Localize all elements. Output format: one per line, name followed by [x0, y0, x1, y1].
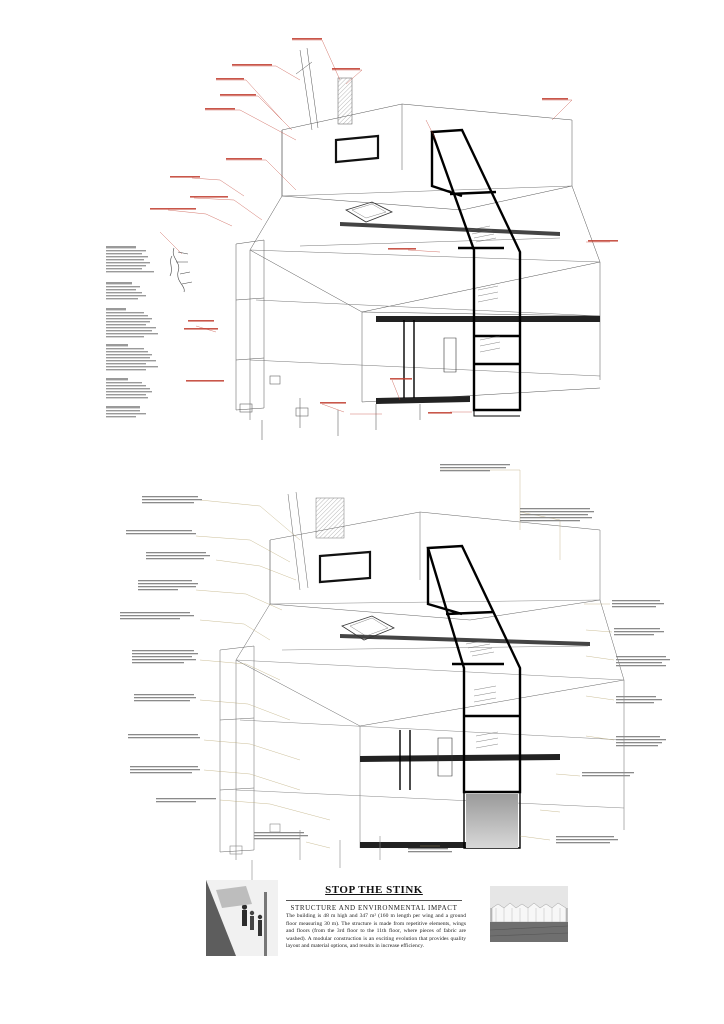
fabric-drying-field-photo: [490, 886, 568, 942]
top-axonometric-section: [236, 48, 600, 440]
gable-lines: [250, 186, 600, 420]
bottom-annotation-text-blocks: [120, 464, 670, 852]
vertical-core: [432, 130, 520, 410]
legend-top: [106, 246, 158, 417]
footer-body-text: The building is 48 m high and 347 m² (160 m length per wing and a ground floor measuring 30 m). The structure is made from repetitive elements, wings and floors (from the 3rd floor to the 11th floor, where pieces of fabric are washed). A modular construction is an exciting evolution that provides quality layout and material options, and results in increase efficiency.: [286, 913, 466, 950]
footer-subtitle: STRUCTURE AND ENVIRONMENTAL IMPACT: [286, 900, 462, 912]
roof-skylight-bottom: [320, 552, 370, 582]
bottom-axonometric-section: [220, 492, 624, 880]
roof-skylight: [336, 136, 378, 162]
detail-sketch-icon: [170, 248, 192, 292]
footer-title: STOP THE STINK: [325, 884, 423, 896]
chimney-pipe: [300, 48, 318, 130]
ground-void-shading: [466, 794, 518, 848]
people-at-wall-photo: [206, 880, 278, 956]
roof-volume: [282, 104, 572, 210]
footer-panel: [206, 880, 520, 956]
ventilation-hatch: [338, 78, 352, 124]
